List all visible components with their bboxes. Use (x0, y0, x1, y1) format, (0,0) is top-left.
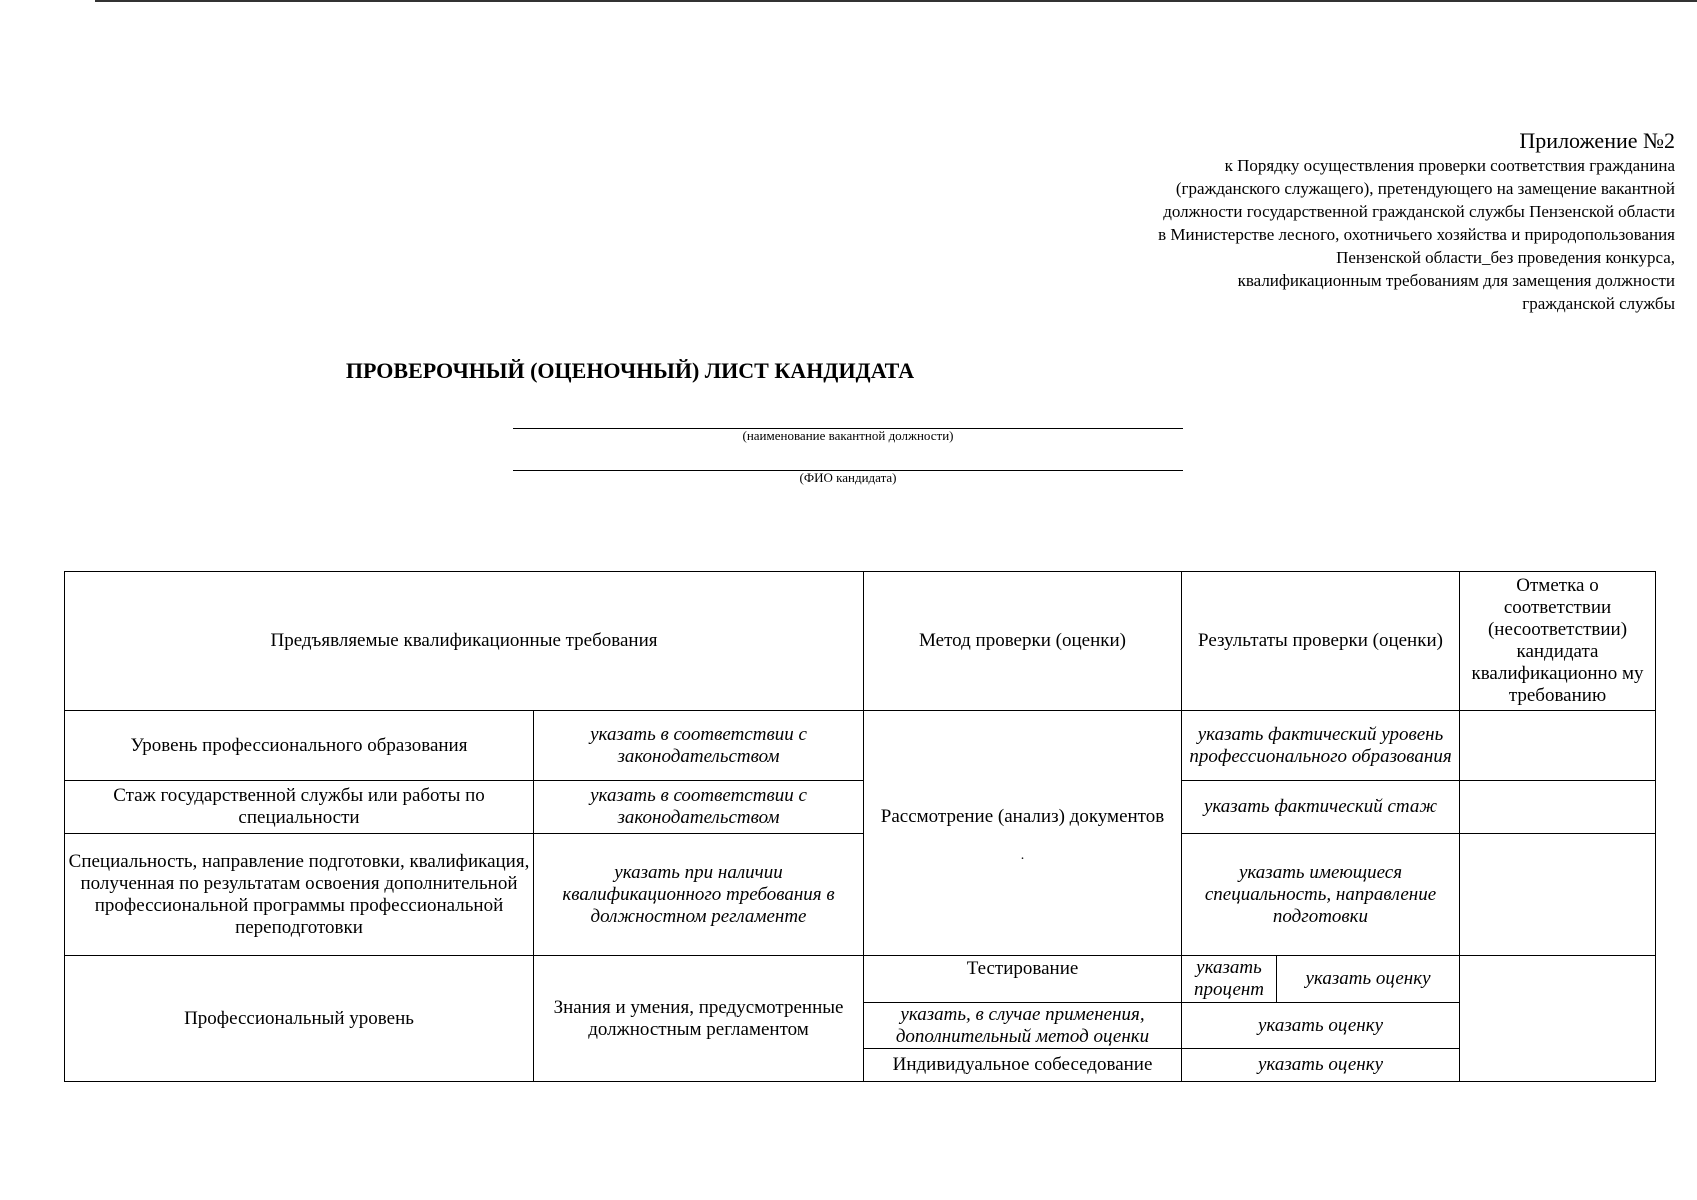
evaluation-table (64, 571, 1656, 1082)
header-method: Метод проверки (оценки) (864, 572, 1182, 711)
result-testing-percent: указать процент (1182, 956, 1277, 1003)
top-border-line (95, 0, 1697, 2)
method-testing: Тестирование (864, 956, 1182, 1003)
requirement-spec-education: указать в соответствии с законодательством (534, 711, 864, 781)
appendix-line: в Министерстве лесного, охотничьего хозяйства и природопользования (1158, 225, 1675, 244)
fio-caption: (ФИО кандидата) (799, 470, 897, 485)
method-interview: Индивидуальное собеседование (864, 1049, 1182, 1082)
table-row (65, 956, 1656, 1003)
requirement-label-professional: Профессиональный уровень (65, 956, 534, 1082)
result-education: указать фактический уровень профессионального образования (1182, 711, 1460, 781)
method-documents-cell (864, 711, 1182, 956)
table-row (65, 834, 1656, 956)
appendix-line: к Порядку осуществления проверки соответствия гражданина (1224, 156, 1675, 175)
appendix-line: должности государственной гражданской службы Пензенской области (1163, 202, 1675, 221)
header-row (65, 572, 1656, 711)
requirement-spec-professional: Знания и умения, предусмотренные должностным регламентом (534, 956, 864, 1082)
appendix-line: гражданской службы (1522, 294, 1675, 313)
mark-cell-specialty[interactable] (1460, 834, 1656, 956)
mark-cell-education[interactable] (1460, 711, 1656, 781)
result-other-score: указать оценку (1182, 1003, 1460, 1049)
requirement-label-experience: Стаж государственной службы или работы по специальности (65, 781, 534, 834)
requirement-label-specialty: Специальность, направление подготовки, квалификация, полученная по результатам освоения дополнительной профессиональной программы профессиональной переподготовки (65, 834, 534, 956)
result-testing-score: указать оценку (1277, 956, 1460, 1003)
method-other: указать, в случае применения, дополнительный метод оценки (864, 1003, 1182, 1049)
position-caption: (наименование вакантной должности) (742, 428, 954, 443)
document-title: ПРОВЕРОЧНЫЙ (ОЦЕНОЧНЫЙ) ЛИСТ КАНДИДАТА (345, 358, 915, 383)
header-requirements: Предъявляемые квалификационные требования (65, 572, 864, 711)
mark-cell-professional[interactable] (1460, 956, 1656, 1082)
result-interview-score: указать оценку (1182, 1049, 1460, 1082)
stray-dot: . (1020, 848, 1025, 863)
method-documents: Рассмотрение (анализ) документов (880, 806, 1165, 827)
requirement-label-education: Уровень профессионального образования (65, 711, 534, 781)
header-results: Результаты проверки (оценки) (1182, 572, 1460, 711)
appendix-block (775, 128, 1675, 315)
mark-cell-experience[interactable] (1460, 781, 1656, 834)
appendix-title: Приложение №2 (1519, 128, 1675, 153)
appendix-line: Пензенской области_без проведения конкурса, (1336, 248, 1675, 267)
appendix-line: (гражданского служащего), претендующего на замещение вакантной (1175, 179, 1675, 198)
table-row (65, 711, 1656, 781)
header-mark: Отметка о соответствии (несоответствии) кандидата квалификационно му требованию (1460, 572, 1656, 711)
appendix-line: квалификационным требованиям для замещения должности (1237, 271, 1675, 290)
table-row (65, 781, 1656, 834)
result-experience: указать фактический стаж (1182, 781, 1460, 834)
requirement-spec-experience: указать в соответствии с законодательством (534, 781, 864, 834)
requirement-spec-specialty: указать при наличии квалификационного требования в должностном регламенте (534, 834, 864, 956)
result-specialty: указать имеющиеся специальность, направление подготовки (1182, 834, 1460, 956)
